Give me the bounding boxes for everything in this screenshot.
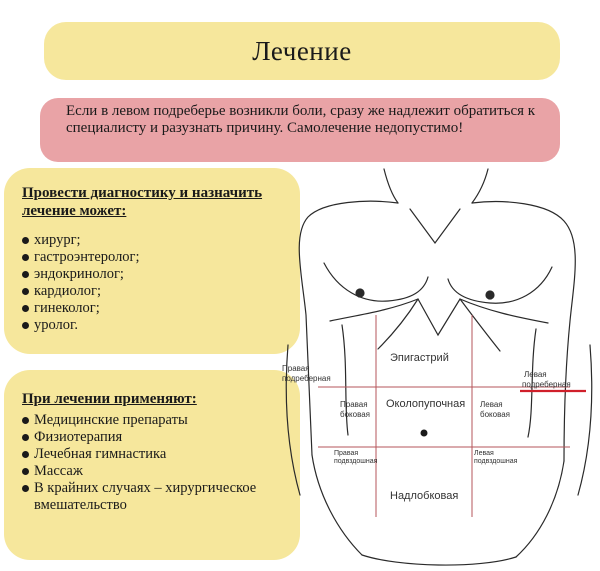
- label-right-lateral-1: Правая: [340, 400, 368, 409]
- label-left-subcostal-1: Левая: [524, 370, 547, 379]
- label-left-inguinal-1: Левая: [474, 450, 494, 457]
- label-right-subcostal-1: Правая: [282, 364, 310, 373]
- abdomen-diagram: [278, 165, 600, 571]
- label-left-lateral-2: боковая: [480, 410, 511, 419]
- torso-outline: [286, 169, 592, 565]
- list-item: гинеколог;: [22, 300, 286, 317]
- page-title: Лечение: [252, 35, 352, 66]
- list-item: Физиотерапия: [22, 429, 286, 446]
- label-right-lateral-2: боковая: [340, 410, 371, 419]
- list-item: уролог.: [22, 317, 286, 334]
- treatment-list: [22, 412, 286, 514]
- doctors-list: [22, 232, 286, 334]
- label-umbilical: Околопупочная: [386, 398, 466, 410]
- list-item: Медицинские препараты: [22, 412, 286, 429]
- doctors-panel: [4, 168, 300, 354]
- label-epigastric: Эпигастрий: [390, 352, 449, 364]
- treatment-panel: [4, 370, 300, 560]
- label-left-inguinal-2: подвздошная: [474, 458, 518, 465]
- doctors-heading: Провести диагностику и назначить лечение может:: [22, 185, 263, 219]
- label-right-subcostal-2: подреберная: [282, 374, 331, 383]
- list-item: Массаж: [22, 463, 286, 480]
- treatment-heading: При лечении применяют:: [22, 391, 197, 407]
- label-left-lateral-1: Левая: [480, 400, 503, 409]
- title-banner: [44, 22, 560, 80]
- navel: [421, 430, 428, 437]
- warning-text: Если в левом подреберье возникли боли, сразу же надлежит обратиться к специалисту и разузнать причину. Самолечение недопустимо!: [66, 103, 536, 136]
- list-item: Лечебная гимнастика: [22, 446, 286, 463]
- list-item: гастроэнтеролог;: [22, 249, 286, 266]
- warning-banner: [40, 98, 560, 162]
- list-item: эндокринолог;: [22, 266, 286, 283]
- label-right-inguinal-1: Правая: [334, 450, 359, 457]
- left-nipple: [356, 289, 364, 297]
- right-nipple: [486, 291, 494, 299]
- list-item: хирург;: [22, 232, 286, 249]
- list-item: В крайних случаях – хирургическое вмешательство: [22, 480, 286, 514]
- label-left-subcostal-2: подреберная: [522, 380, 571, 389]
- label-right-inguinal-2: подвздошная: [334, 458, 378, 465]
- list-item: кардиолог;: [22, 283, 286, 300]
- label-suprapubic: Надлобковая: [390, 490, 459, 502]
